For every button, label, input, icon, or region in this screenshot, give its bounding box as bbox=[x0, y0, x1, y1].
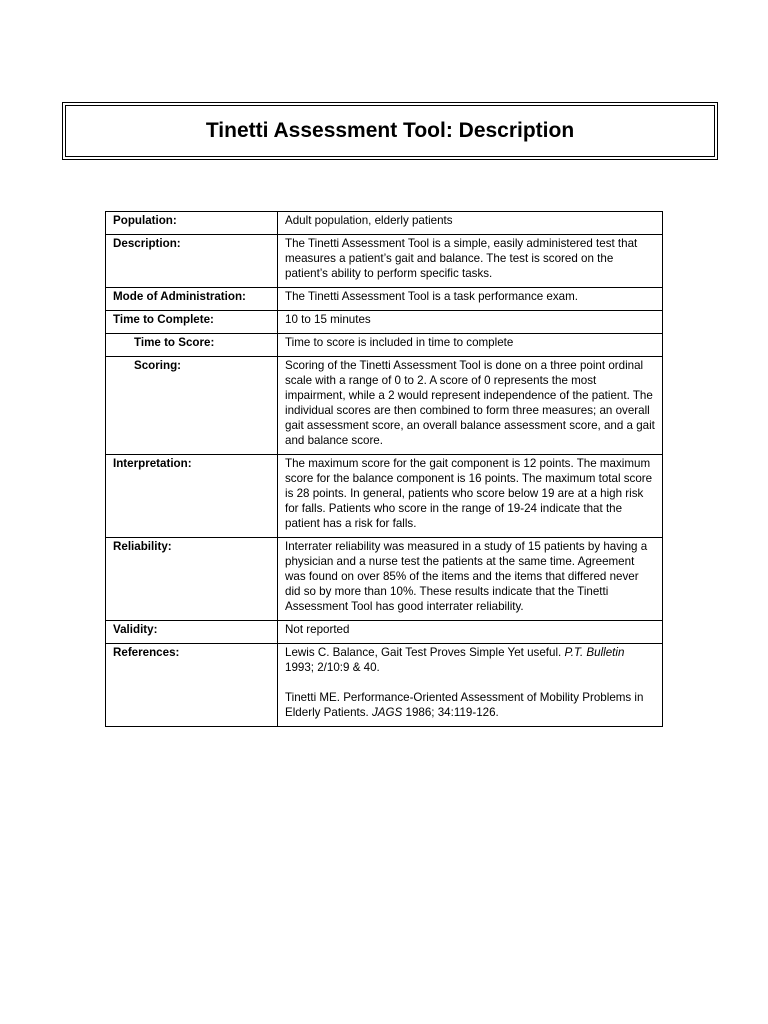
row-label: Time to Score: bbox=[106, 334, 278, 357]
row-label: Scoring: bbox=[106, 357, 278, 455]
row-value: Scoring of the Tinetti Assessment Tool is done on a three point ordinal scale with a range of 0 to 2. A score of 0 represents the most impairment, while a 2 would represent independence of the patient. The individual scores are then combined to form three measures; an overall gait assessment score, an overall balance assessment score, and a gait and balance score. bbox=[278, 357, 663, 455]
table-row bbox=[106, 212, 663, 235]
page-title: Tinetti Assessment Tool: Description bbox=[205, 119, 575, 142]
table-row bbox=[106, 334, 663, 357]
reference-text: 1986; 34:119-126. bbox=[402, 706, 499, 719]
row-value: Time to score is included in time to complete bbox=[278, 334, 663, 357]
row-label: Description: bbox=[106, 235, 278, 288]
row-label: Reliability: bbox=[106, 538, 278, 621]
row-label: Population: bbox=[106, 212, 278, 235]
row-label: References: bbox=[106, 644, 278, 727]
references-cell bbox=[278, 644, 663, 727]
table-row bbox=[106, 538, 663, 621]
row-label: Time to Complete: bbox=[106, 311, 278, 334]
table-row bbox=[106, 621, 663, 644]
row-value: Adult population, elderly patients bbox=[278, 212, 663, 235]
reference-item bbox=[285, 645, 655, 675]
row-value: 10 to 15 minutes bbox=[278, 311, 663, 334]
row-value: Not reported bbox=[278, 621, 663, 644]
row-label: Validity: bbox=[106, 621, 278, 644]
table-row bbox=[106, 288, 663, 311]
row-value: The Tinetti Assessment Tool is a task performance exam. bbox=[278, 288, 663, 311]
reference-text: Tinetti ME. Performance-Oriented Assessment of Mobility Problems in Elderly Patients. bbox=[285, 691, 644, 719]
table-row bbox=[106, 644, 663, 727]
table-row bbox=[106, 235, 663, 288]
reference-item bbox=[285, 690, 655, 720]
table-row bbox=[106, 455, 663, 538]
reference-text: Lewis C. Balance, Gait Test Proves Simple Yet useful. bbox=[285, 646, 565, 659]
row-value: The maximum score for the gait component is 12 points. The maximum score for the balance component is 16 points. The maximum total score is 28 points. In general, patients who score below 19 are at a high risk for falls. Patients who score in the range of 19-24 indicate that the patient has a risk for falls. bbox=[278, 455, 663, 538]
reference-text: 1993; 2/10:9 & 40. bbox=[285, 661, 380, 674]
row-label: Mode of Administration: bbox=[106, 288, 278, 311]
row-value: The Tinetti Assessment Tool is a simple, easily administered test that measures a patient’s gait and balance. The test is scored on the patient’s ability to perform specific tasks. bbox=[278, 235, 663, 288]
table-row bbox=[106, 311, 663, 334]
reference-journal: P.T. Bulletin bbox=[564, 646, 625, 659]
row-label: Interpretation: bbox=[106, 455, 278, 538]
reference-journal: JAGS bbox=[372, 706, 403, 719]
title-box bbox=[62, 102, 718, 160]
description-table bbox=[105, 211, 663, 727]
table-row bbox=[106, 357, 663, 455]
row-value: Interrater reliability was measured in a study of 15 patients by having a physician and a nurse test the patients at the same time. Agreement was found on over 85% of the items and the items that differed never did so by more than 10%. These results indicate that the Tinetti Assessment Tool has good interrater reliability. bbox=[278, 538, 663, 621]
